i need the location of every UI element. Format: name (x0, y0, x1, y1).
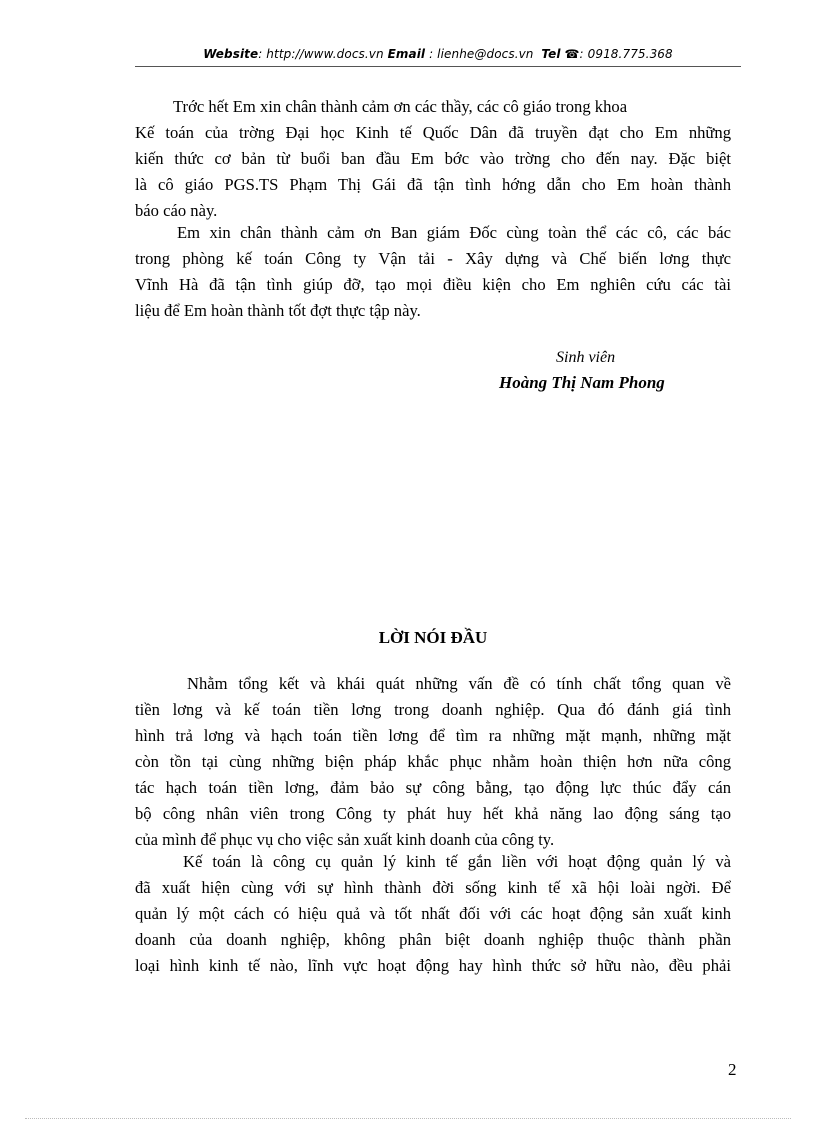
text-line: bộ công nhân viên trong Công ty phát huy hết khả năng lao động sáng tạo (135, 804, 731, 823)
page-bottom-divider (25, 1118, 791, 1119)
signature-label: Sinh viên (556, 349, 616, 366)
tel-label: Tel (541, 47, 561, 61)
acknowledgement-paragraph-2 (135, 220, 731, 324)
header-divider (135, 66, 741, 67)
tel-value: : 0918.775.368 (579, 47, 673, 61)
text-line: đã xuất hiện cùng với sự hình thành đời sống kinh tế xã hội loài ngời. Để (135, 878, 731, 897)
email-value: : lienhe@docs.vn (429, 47, 534, 61)
text-line: loại hình kinh tế nào, lĩnh vực hoạt động hay hình thức sở hữu nào, đều phải (135, 956, 731, 975)
text-line: liệu để Em hoàn thành tốt đợt thực tập này. (135, 301, 421, 320)
text-line: tiền lơng và kế toán tiền lơng trong doanh nghiệp. Qua đó đánh giá tình (135, 700, 731, 719)
text-line: còn tồn tại cùng những biện pháp khắc phục nhằm hoàn thiện hơn nữa công (135, 752, 731, 771)
phone-icon: ☎ (564, 47, 580, 61)
text-line: quản lý một cách có hiệu quả và tốt nhất đối với các hoạt động sản xuất kinh (135, 904, 731, 923)
text-line: Em xin chân thành cảm ơn Ban giám Đốc cùng toàn thể các cô, các bác (177, 223, 731, 242)
website-value: : http://www.docs.vn (258, 47, 384, 61)
text-line: Trớc hết Em xin chân thành cảm ơn các thầy, các cô giáo trong khoa (173, 97, 628, 116)
email-label: Email (387, 47, 426, 61)
text-line: của mình để phục vụ cho việc sản xuất kinh doanh của công ty. (135, 830, 555, 849)
section-title: LỜI NÓI ĐẦU (378, 628, 488, 647)
preface-paragraph-2 (135, 849, 731, 979)
preface-paragraph-1 (135, 671, 731, 853)
text-line: tác hạch toán tiền lơng, đảm bảo sự công bằng, tạo động lực thúc đẩy cán (135, 778, 731, 797)
text-line: kiến thức cơ bản từ buổi ban đầu Em bớc vào trờng cho đến nay. Đặc biệt (135, 149, 731, 168)
text-line: Vĩnh Hà đã tận tình giúp đỡ, tạo mọi điều kiện cho Em nghiên cứu các tài (135, 275, 731, 294)
text-line: trong phòng kế toán Công ty Vận tải - Xây dựng và Chế biến lơng thực (135, 249, 731, 268)
text-line: hình trả lơng và hạch toán tiền lơng để tìm ra những mặt mạnh, những mặt (135, 726, 731, 745)
page-number: 2 (728, 1060, 737, 1079)
website-label: Website (203, 47, 259, 61)
text-line: Nhằm tổng kết và khái quát những vấn đề có tính chất tổng quan về (187, 674, 731, 693)
text-line: báo cáo này. (135, 201, 218, 220)
text-line: doanh của doanh nghiệp, không phân biệt doanh nghiệp thuộc thành phần (135, 930, 731, 949)
text-line: Kế toán của trờng Đại học Kinh tế Quốc Dân đã truyền đạt cho Em những (135, 123, 731, 142)
acknowledgement-paragraph-1 (135, 94, 731, 224)
signature-name: Hoàng Thị Nam Phong (499, 373, 665, 392)
text-line: là cô giáo PGS.TS Phạm Thị Gái đã tận tình hớng dẫn cho Em hoàn thành (135, 175, 731, 194)
page-header (135, 47, 741, 61)
text-line: Kế toán là công cụ quản lý kinh tế gắn liền với hoạt động quản lý và (183, 852, 731, 871)
